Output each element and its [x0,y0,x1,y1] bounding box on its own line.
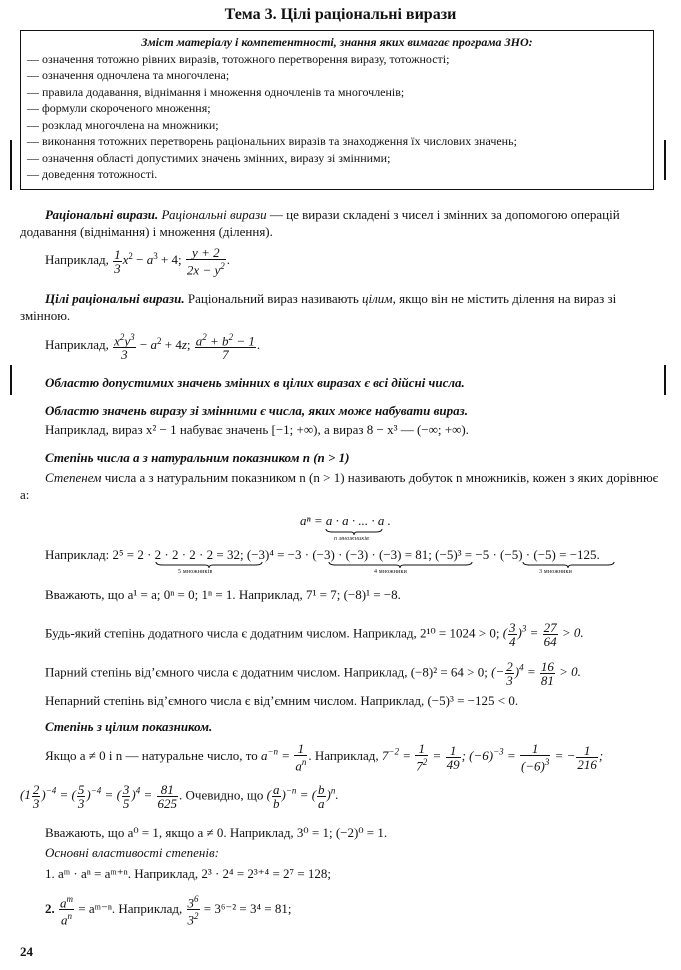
obvious-text: . Очевидно, що [179,787,264,803]
negative-exponent-rule: Якщо a ≠ 0 і n — натуральне число, то $a^{-n}$ = $\frac{1}{a^n}$ . Наприклад, $7^{-2}$ = $\frac{1}{7^2}$ = $\frac{1}{49}$ ; $(-6)^{-3}$ = $\frac{1}{(-6)^3}$ = − $\frac{1}{216}$ ; [45,741,604,774]
power-example-2: (−3)⁴ = −3 · (−3) · (−3) · (−3) = 81; [246,547,432,562]
integer-word: цілим [362,291,393,306]
rational-paragraph [20,206,660,240]
integer-text: Раціональний вираз називають [184,291,363,306]
positive-power-rule [45,621,584,648]
requirement-item: — правила додавання, віднімання і множення одночленів та многочленів; [27,84,405,99]
power-convention: Вважають, що a¹ = a; 0ⁿ = 0; 1ⁿ = 1. Наприклад, 7¹ = 7; (−8)¹ = −8. [45,587,401,602]
even-power-text: Парний степінь від’ємного числа є додатним числом. Наприклад, (−8)² = 64 > 0; [45,664,488,680]
property-1: 1. aᵐ · aⁿ = aᵐ⁺ⁿ. Наприклад, 2³ · 2⁴ = 2³⁺⁴ = 2⁷ = 128; [45,866,332,881]
example-label: Наприклад: [45,547,110,562]
power-example-3: (−5)³ = −5 · (−5) · (−5) = −125. [435,547,600,562]
fraction: $\frac{x^2y^3}{3}$ [114,332,135,363]
requirements-heading: Зміст матеріалу і компетентності, знання яких вимагає програма ЗНО: [141,35,533,49]
requirement-item: — доведення тотожності. [27,167,158,181]
rational-example: Наприклад, $\frac{1}{3}$ $x^2 - a^3 + 4$; $\frac{y + 2}{2x - y^2}$ . [45,245,230,278]
integer-term: Цілі раціональні вирази. [45,291,185,306]
requirement-item: — розклад многочлена на множники; [27,117,219,132]
underbrace [325,528,383,536]
negative-exponent-text: Якщо a ≠ 0 і n — натуральне число, то [45,748,258,764]
requirement-item: — означення області допустимих значень змінних, виразу зі змінними; [27,150,391,165]
rational-term-italic: Раціональні вирази [161,207,267,222]
example-label: Наприклад, [45,337,109,353]
integer-paragraph [20,290,660,324]
requirement-item: — означення одночлена та многочлена; [27,68,230,82]
range-statement: Областю значень виразу зі змінними є числа, яких може набувати вираз. [45,403,468,418]
requirements-box [20,30,654,190]
brace-label: n множників [334,536,369,542]
property-2-label: 2. [45,900,55,916]
property-2-result: = 3⁶⁻² = 3⁴ = 81; [203,900,292,916]
margin-bar [10,140,12,190]
zero-exponent-rule: Вважають, що a⁰ = 1, якщо a ≠ 0. Наприклад, 3⁰ = 1; (−2)⁰ = 1. [45,825,388,840]
domain-statement: Областю допустимих значень змінних в цілих виразах є всі дійсні числа. [45,375,465,390]
power-term: Степенем [45,470,102,485]
math: ( $\frac{3}{4}$ )$^3$ = $\frac{27}{64}$ > 0. [502,620,584,649]
odd-power-rule: Непарний степінь від’ємного числа є від’ємним числом. Наприклад, (−5)³ = −125 < 0. [45,693,519,708]
properties-heading: Основні властивості степенів: [45,845,219,860]
property-2: 2. $\frac{a^m}{a^n}$ = aᵐ⁻ⁿ. Наприклад, $\frac{3^6}{3^2}$ = 3⁶⁻² = 3⁴ = 81; [45,894,292,928]
brace-label: 3 множники [539,569,573,575]
page-number: 24 [20,944,33,959]
power-examples [45,546,600,563]
power-example-1: 2⁵ = 2 · 2 · 2 · 2 · 2 = 32; [112,547,244,562]
margin-bar [664,365,666,395]
fraction: $\frac{y + 2}{2x - y^2}$ [186,245,225,278]
underbrace [328,561,473,569]
rational-text: — це вирази складені з чисел і змінних за допомогою операцій додавання (віднімання) і множення (ділення). [20,207,620,239]
power-integer-heading: Степінь з цілим показником. [45,719,213,734]
integer-example: Наприклад, $\frac{x^2y^3}{3}$ − $a^2 + 4z$; $\frac{a^2 + b^2 - 1}{7}$ . [45,332,261,363]
integer-text: , якщо він не містить ділення на вираз зі змінною. [20,291,617,323]
positive-power-text: Будь-який степінь додатного числа є додатним числом. Наприклад, 2¹⁰ = 1024 > 0; [45,625,500,641]
underbrace [522,561,615,569]
page-title: Тема 3. Цілі раціональні вирази [224,6,457,23]
range-example: Наприклад, вираз x² − 1 набуває значень [−1; +∞), а вираз 8 − x³ — (−∞; +∞). [45,422,469,437]
power-definition [20,469,660,503]
underbrace [155,561,263,569]
power-text: числа a з натуральним показником n (n > 1) називають добуток n множників, кожен з яких дорівнює a: [20,470,659,502]
requirement-item: — виконання тотожних перетворень раціональних виразів та знаходження їх числових значень; [27,134,517,148]
requirement-item: — означення тотожно рівних виразів, тотожного перетворення виразу, тотожності; [27,51,450,66]
margin-bar [664,140,666,180]
power-formula: aⁿ = a · a · ... · a . [300,513,391,528]
negative-exponent-example-label: . Наприклад, [308,748,379,764]
brace-label: 5 множників [178,569,213,575]
fraction-power-example: (1 $\frac{2}{3}$ )$^{-4}$ = ( $\frac{5}{3}$ )$^{-4}$ = ( $\frac{3}{5}$ )$^4$ = $\frac{81}{625}$ . Очевидно, що ( $\frac{a}{b}$ )$^{-n}$ = ( $\frac{b}{a}$ )$^n$. [20,782,339,811]
power-natural-heading: Степінь числа a з натуральним показником n (n > 1) [45,450,350,465]
rational-term: Раціональні вирази. [45,207,159,222]
math: (− $\frac{2}{3}$ )$^4$ = $\frac{16}{81}$ > 0. [491,659,581,688]
margin-bar [10,365,12,395]
example-label: Наприклад, [45,252,109,268]
even-power-rule [45,660,581,687]
requirement-item: — формули скороченого множення; [27,101,211,115]
brace-label: 4 множники [374,569,408,575]
property-2-text: = aᵐ⁻ⁿ. Наприклад, [78,900,183,916]
fraction: $\frac{1}{3}$ [114,246,121,276]
fraction: $\frac{a^2 + b^2 - 1}{7}$ [195,332,255,363]
